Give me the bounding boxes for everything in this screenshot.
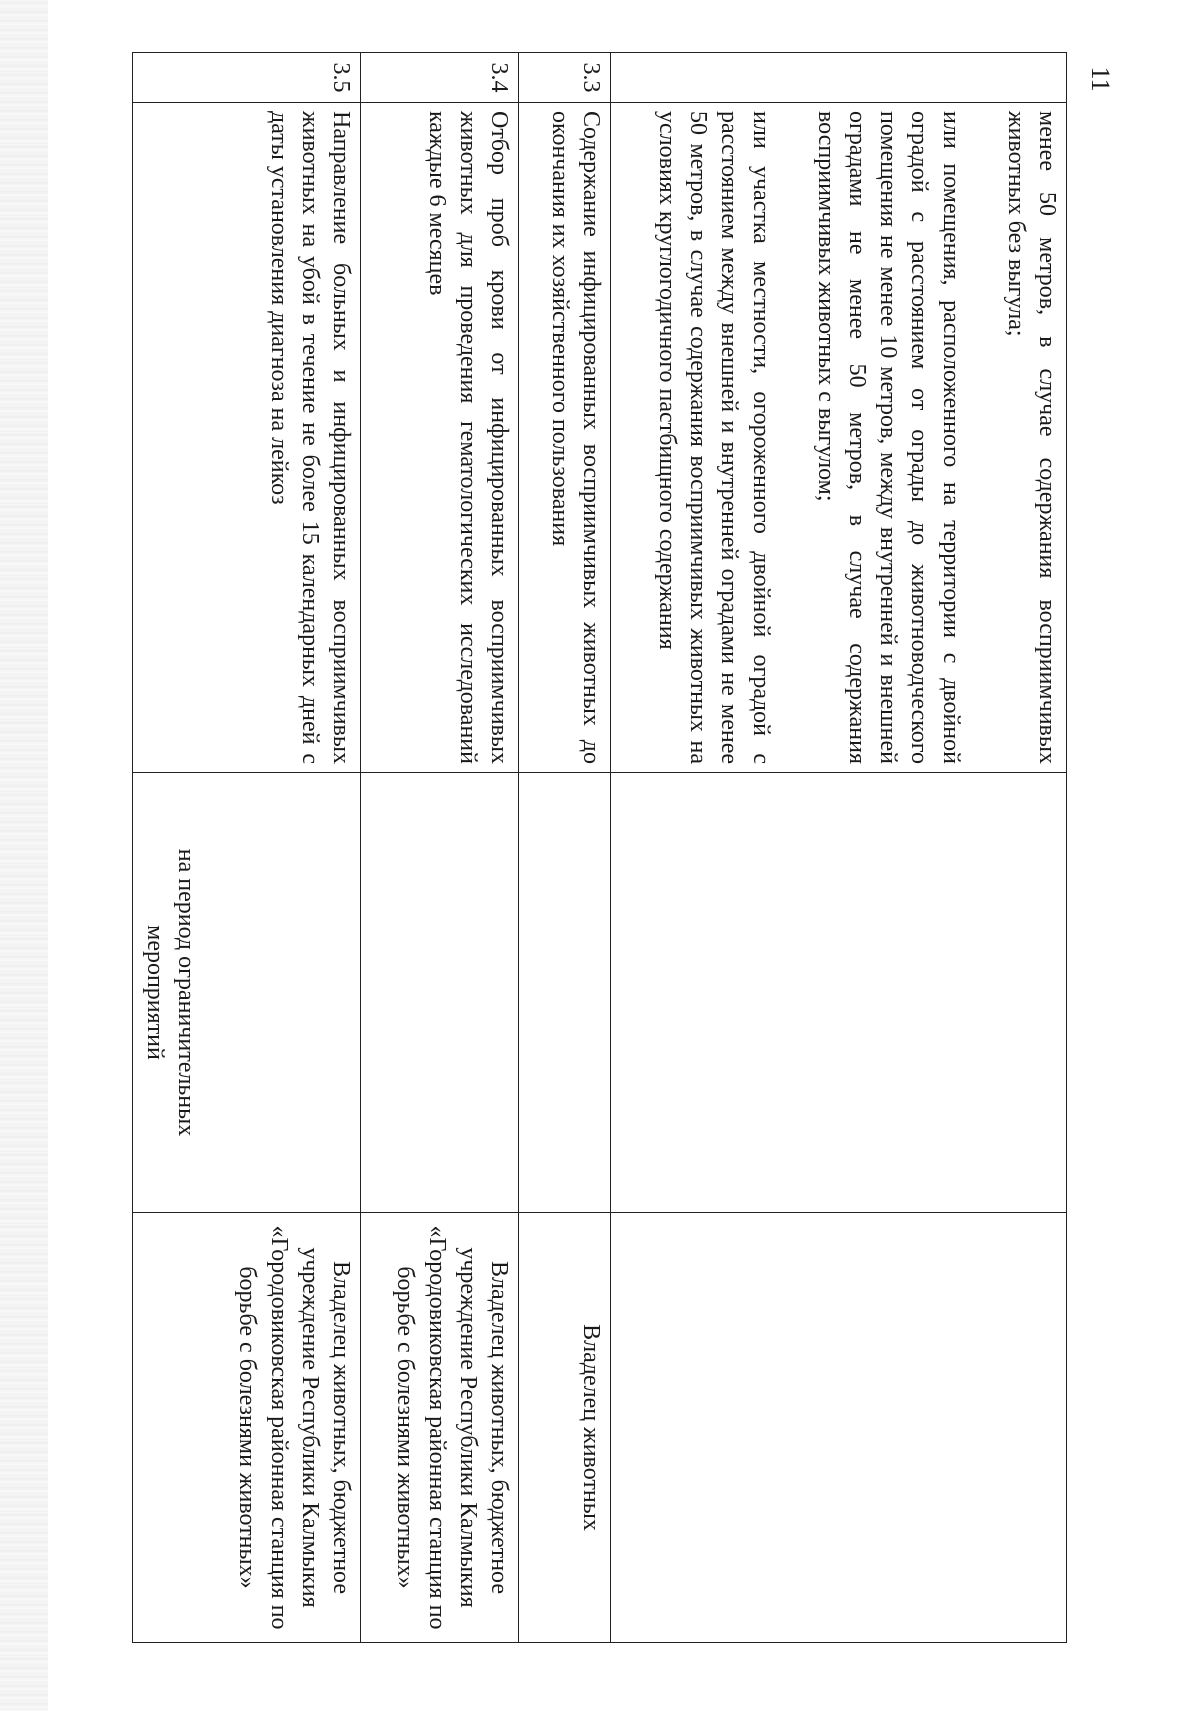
measure-paragraph: или помещения, расположенного на территории с двойной оградой с расстоянием от ограды до животноводческого помещения не менее 10 метров, между внутренней и внешней оградами не менее 50 метров, в случае содержания восприимчивых животных с выгулом; xyxy=(812,111,964,764)
row-number: 3.5 xyxy=(133,53,361,103)
row-number: 3.4 xyxy=(361,53,519,103)
measures-table xyxy=(132,52,1067,1643)
row-number xyxy=(611,53,1067,103)
measure-responsible xyxy=(611,1213,1067,1643)
measure-paragraph: или участка местности, огороженного двойной оградой с расстоянием между внешней и внутренней оградами не менее 50 метров, в случае содержания восприимчивых животных на условиях круглогодичного пастбищного содержания xyxy=(654,111,774,764)
table-row xyxy=(519,53,611,1643)
measure-description xyxy=(133,103,361,773)
measure-responsible: Владелец животных xyxy=(519,1213,611,1643)
measure-term xyxy=(611,773,1067,1213)
table-row xyxy=(361,53,519,1643)
measure-responsible: Владелец животных, бюджетное учреждение Республики Калмыкия «Городовиковская районная станция по борьбе с болезнями животных» xyxy=(361,1213,519,1643)
row-number: 3.3 xyxy=(519,53,611,103)
measure-paragraph: Направление больных и инфицированных восприимчивых животных на убой в течение не более 15 календарных дней с даты установления диагноза на лейкоз xyxy=(265,111,354,764)
measure-description xyxy=(519,103,611,773)
table-row xyxy=(611,53,1067,1643)
measure-term xyxy=(519,773,611,1213)
measure-paragraph: Содержание инфицированных восприимчивых животных до окончания их хозяйственного пользования xyxy=(546,111,604,764)
measures-table-rotated xyxy=(133,52,1067,1642)
table-row xyxy=(133,53,361,1643)
measure-description xyxy=(611,103,1067,773)
measure-paragraph: Отбор проб крови от инфицированных восприимчивых животных для проведения гематологических исследований каждые 6 месяцев xyxy=(423,111,512,764)
measure-description xyxy=(361,103,519,773)
scan-edge-artifact xyxy=(0,0,48,1711)
page-number: 11 xyxy=(1086,66,1115,92)
measure-paragraph: менее 50 метров, в случае содержания восприимчивых животных без выгула; xyxy=(1002,111,1060,764)
measure-term: на период ограничительных мероприятий xyxy=(133,773,361,1213)
measure-responsible: Владелец животных, бюджетное учреждение Республики Калмыкия «Городовиковская районная станция по борьбе с болезнями животных» xyxy=(133,1213,361,1643)
measure-term xyxy=(361,773,519,1213)
